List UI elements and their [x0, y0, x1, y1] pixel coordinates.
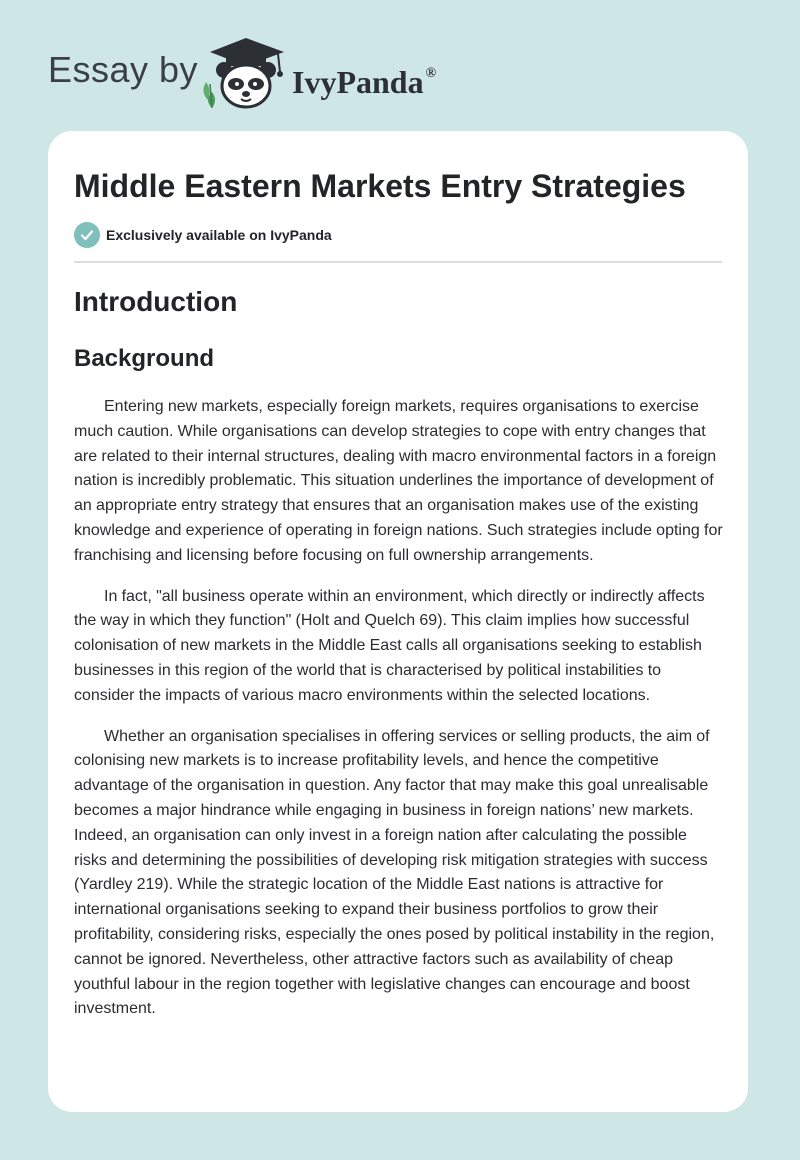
- paragraph: Whether an organisation specialises in offering services or selling products, the aim of colonising new markets is to increase profitability levels, and hence the competitive advantage of the organisation in question. Any factor that may make this goal unrealisable becomes a major hindrance while engaging in business in foreign nations’ new markets. Indeed, an organisation can only invest in a foreign nation after calculating the possible risks and determining the possibilities of developing risk mitigation strategies with success (Yardley 219). While the strategic location of the Middle East nations is attractive for international organisations seeking to expand their business portfolios to grow their profitability, considering risks, especially the ones posed by political instability in the region, cannot be ignored. Nevertheless, other attractive factors such as availability of cheap youthful labour in the region together with legislative changes can encourage and boost investment.: [74, 727, 715, 1018]
- registered-mark: ®: [425, 66, 437, 81]
- page-title: Middle Eastern Markets Entry Strategies: [74, 168, 686, 204]
- brand-prefix: Essay by: [48, 49, 199, 90]
- brand-name[interactable]: [292, 56, 436, 100]
- exclusive-badge-label: Exclusively available on IvyPanda: [106, 227, 332, 243]
- section-heading: Introduction: [74, 286, 238, 317]
- paragraph: Entering new markets, especially foreign markets, requires organisations to exercise much caution. While organisations can develop strategies to cope with entry changes that are related to their internal structures, dealing with macro environmental factors in a foreign nation is incredibly problematic. This situation underlines the importance of development of an appropriate entry strategy that ensures that an organisation makes use of the existing knowledge and experience of operating in foreign nations. Such strategies include opting for franchising and licensing before focusing on full ownership arrangements.: [74, 398, 723, 564]
- essay-body: [74, 395, 724, 1038]
- check-icon: [74, 222, 100, 248]
- essay-card: [48, 131, 748, 1112]
- brand-name-text: IvyPanda: [292, 64, 424, 100]
- panda-graduate-icon[interactable]: [198, 34, 294, 110]
- paragraph: In fact, "all business operate within an environment, which directly or indirectly affects the way in which they function" (Holt and Quelch 69). This claim implies how successful colonisation of new markets in the Middle East calls all organisations seeking to establish businesses in this region of the world that is characterised by political instabilities to consider the impacts of various macro environments within the selected locations.: [74, 587, 705, 704]
- title-divider: [74, 261, 722, 263]
- site-header: [0, 0, 800, 130]
- exclusive-badge: [74, 222, 332, 248]
- subsection-heading: Background: [74, 345, 215, 372]
